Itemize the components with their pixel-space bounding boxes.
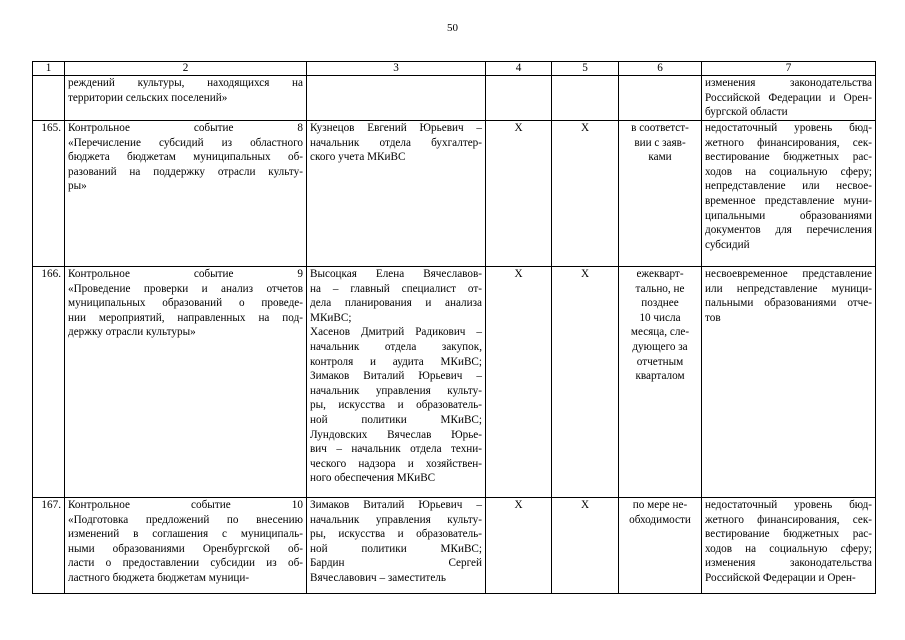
row-number: 167.: [33, 498, 65, 594]
cell-line: изменения законодательства: [705, 557, 872, 570]
table-row: [33, 498, 876, 594]
cell-line: документов для перечисления: [705, 224, 872, 237]
cell-line: вестирование бюджетных рас-: [705, 151, 872, 164]
cell-line: нии мероприятий, направленных на под-: [68, 311, 303, 324]
cell-line: ры, искусства и образователь-: [310, 399, 482, 412]
cell-line: ры, искусства и образователь-: [310, 528, 482, 541]
cell-line: МКиВС;: [310, 311, 352, 324]
cell-line: тально, не: [635, 282, 685, 295]
cell-line: непредставление или несвое-: [705, 180, 872, 193]
cell-line: ежекварт-: [636, 268, 684, 280]
cell-line: «Подготовка предложений по внесению: [68, 513, 303, 526]
mark-cell-5: X: [552, 267, 619, 498]
cell-line: ры»: [68, 180, 87, 193]
cell-line: территории сельских поселений»: [68, 91, 228, 104]
event-name-cell: [65, 121, 307, 267]
cell-line: месяца, сле-: [630, 326, 690, 339]
cell-line: кварталом: [635, 370, 685, 383]
cell-line: несвоевременное представление: [705, 268, 872, 280]
cell-line: на – главный специалист от-: [310, 282, 482, 295]
risk-cell: [702, 498, 876, 594]
cell-line: Российской Федерации и Орен-: [705, 571, 856, 584]
cell-line: муниципальных образований о проведе-: [68, 297, 303, 310]
cell-line: контроля и аудита МКиВС;: [310, 355, 482, 368]
cell-line: жетного финансирования, сек-: [705, 136, 872, 149]
event-name-cell: [65, 76, 307, 121]
responsible-cell: [307, 267, 486, 498]
cell-line: изменения законодательства: [705, 77, 872, 89]
cell-line: держку отрасли культуры»: [68, 326, 196, 339]
cell-line: вестирование бюджетных рас-: [705, 528, 872, 541]
mark-cell-4: [486, 76, 552, 121]
column-header: 7: [702, 62, 876, 76]
responsible-cell: [307, 76, 486, 121]
risk-cell: [702, 267, 876, 498]
cell-line: субсидий: [705, 238, 750, 251]
cell-line: Российской Федерации и Орен-: [705, 91, 872, 104]
cell-line: недостаточный уровень бюд-: [705, 499, 872, 511]
mark-cell-5: X: [552, 498, 619, 594]
cell-line: бургской области: [705, 106, 788, 119]
cell-line: ласти о предоставлении субсидии из об-: [68, 557, 303, 570]
mark-cell-5: [552, 76, 619, 121]
mark-cell-4: X: [486, 121, 552, 267]
responsible-cell: [307, 121, 486, 267]
event-name-cell: [65, 267, 307, 498]
cell-line: ными образованиями Оренбургской об-: [68, 542, 303, 555]
row-number: 166.: [33, 267, 65, 498]
event-name-cell: [65, 498, 307, 594]
term-cell: [619, 121, 702, 267]
cell-line: позднее: [641, 297, 679, 310]
cell-line: Зимаков Виталий Юрьевич –: [310, 370, 482, 383]
cell-line: изменений в соглашения с муниципаль-: [68, 528, 303, 541]
cell-line: Лундовских Вячеслав Юрье-: [310, 428, 482, 441]
cell-line: начальник отдела бухгалтер-: [310, 136, 482, 149]
cell-line: «Проведение проверки и анализ отчетов: [68, 282, 303, 295]
mark-cell-4: X: [486, 267, 552, 498]
cell-line: начальник отдела закупок,: [310, 340, 482, 353]
row-number: [33, 76, 65, 121]
cell-line: реждений культуры, находящихся на: [68, 77, 303, 89]
cell-line: начальник управления культу-: [310, 513, 482, 526]
term-cell: [619, 267, 702, 498]
cell-line: временное представление муни-: [705, 194, 872, 207]
cell-line: ходов на социальную сферу;: [705, 542, 872, 555]
cell-line: вии с заяв-: [634, 136, 686, 149]
cell-line: Зимаков Виталий Юрьевич –: [310, 499, 482, 511]
cell-line: Хасенов Дмитрий Радикович –: [310, 326, 482, 339]
cell-line: ского учета МКиВС: [310, 151, 406, 164]
cell-line: Контрольное событие 8: [68, 122, 303, 134]
column-header: 4: [486, 62, 552, 76]
cell-line: в соответст-: [631, 122, 689, 134]
cell-line: дующего за: [632, 340, 688, 353]
cell-line: ной политики МКиВС;: [310, 542, 482, 555]
cell-line: ластного бюджета бюджетам муници-: [68, 571, 250, 584]
column-header: 5: [552, 62, 619, 76]
column-header: 3: [307, 62, 486, 76]
cell-line: Контрольное событие 9: [68, 268, 303, 280]
risk-cell: [702, 76, 876, 121]
cell-line: жетного финансирования, сек-: [705, 513, 872, 526]
risk-cell: [702, 121, 876, 267]
mark-cell-5: X: [552, 121, 619, 267]
events-table: [32, 61, 876, 594]
cell-line: «Перечисление субсидий из областного: [68, 136, 303, 149]
cell-line: ками: [648, 151, 672, 164]
cell-line: Кузнецов Евгений Юрьевич –: [310, 122, 482, 134]
table-row: [33, 121, 876, 267]
column-header: 1: [33, 62, 65, 76]
column-header: 6: [619, 62, 702, 76]
cell-line: Бардин Сергей: [310, 557, 482, 570]
row-number: 165.: [33, 121, 65, 267]
cell-line: по мере не-: [632, 499, 688, 511]
cell-line: ной политики МКиВС;: [310, 413, 482, 426]
mark-cell-4: X: [486, 498, 552, 594]
term-cell: [619, 76, 702, 121]
cell-line: ного обеспечения МКиВС: [310, 472, 436, 485]
cell-line: отчетным: [636, 355, 684, 368]
cell-line: ципальными образованиями: [705, 209, 872, 222]
cell-line: разований на поддержку отрасли культу-: [68, 165, 303, 178]
cell-line: ческого надзора и хозяйствен-: [310, 457, 482, 470]
cell-line: дела планирования и анализа: [310, 297, 482, 310]
cell-line: Вячеславович – заместитель: [310, 571, 446, 584]
cell-line: пальными образованиями отче-: [705, 297, 872, 310]
cell-line: бюджета бюджетам муниципальных об-: [68, 151, 303, 164]
cell-line: Контрольное событие 10: [68, 499, 303, 511]
column-header: 2: [65, 62, 307, 76]
table-row: [33, 76, 876, 121]
responsible-cell: [307, 498, 486, 594]
cell-line: 10 числа: [639, 311, 681, 324]
page-number: 50: [447, 22, 458, 34]
cell-line: ходов на социальную сферу;: [705, 165, 872, 178]
cell-line: тов: [705, 311, 721, 324]
cell-line: начальник управления культу-: [310, 384, 482, 397]
cell-line: недостаточный уровень бюд-: [705, 122, 872, 134]
term-cell: [619, 498, 702, 594]
table-row: [33, 267, 876, 498]
column-number-row: [33, 62, 876, 76]
cell-line: вич – начальник отдела техни-: [310, 443, 482, 456]
cell-line: или непредставление муници-: [705, 282, 872, 295]
cell-line: Высоцкая Елена Вячеславов-: [310, 268, 482, 280]
cell-line: обходимости: [629, 513, 691, 526]
